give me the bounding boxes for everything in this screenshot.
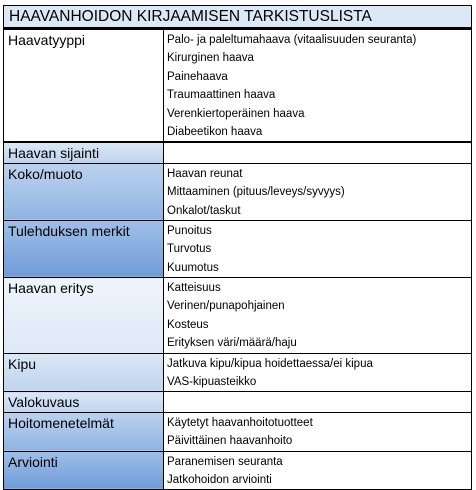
list-item: Jatkohoidon arviointi — [167, 473, 272, 486]
category-items — [164, 451, 472, 490]
category-label: Haavatyyppi — [4, 30, 164, 143]
list-item: Mittaaminen (pituus/leveys/syvyys) — [167, 186, 345, 199]
category-label: Arviointi — [4, 451, 164, 490]
table-row — [4, 392, 472, 412]
category-label: Haavan sijainti — [4, 142, 164, 163]
table-row — [4, 30, 472, 143]
list-item: VAS-kipuasteikko — [167, 376, 257, 389]
list-item: Verenkiertoperäinen haava — [167, 107, 305, 120]
list-item: Painehaava — [167, 70, 228, 83]
list-item — [167, 393, 471, 411]
table-row — [4, 163, 472, 220]
list-item: Verinen/punapohjainen — [167, 300, 285, 313]
category-label: Hoitomenetelmät — [4, 412, 164, 451]
category-items — [164, 142, 472, 163]
category-items — [164, 412, 472, 451]
checklist-table — [3, 29, 472, 490]
checklist — [3, 5, 472, 490]
category-label: Koko/muoto — [4, 163, 164, 220]
list-item: Kosteus — [167, 318, 209, 331]
category-label: Haavan eritys — [4, 278, 164, 354]
list-item: Punoitus — [167, 224, 212, 237]
table-row — [4, 451, 472, 490]
table-row — [4, 278, 472, 354]
list-item: Katteisuus — [167, 282, 221, 295]
list-item: Kirurginen haava — [167, 52, 254, 65]
table-row — [4, 353, 472, 392]
list-item: Käytetyt haavanhoitotuotteet — [167, 416, 313, 429]
list-item — [167, 144, 471, 162]
list-item: Erityksen väri/määrä/haju — [167, 337, 297, 350]
list-item: Haavan reunat — [167, 167, 243, 180]
checklist-title: HAAVANHOIDON KIRJAAMISEN TARKISTUSLISTA — [3, 5, 472, 29]
category-label: Tulehduksen merkit — [4, 220, 164, 277]
category-items — [164, 278, 472, 354]
list-item: Paranemisen seuranta — [167, 455, 283, 468]
table-row — [4, 220, 472, 277]
category-items — [164, 353, 472, 392]
category-items — [164, 163, 472, 220]
category-label: Valokuvaus — [4, 392, 164, 412]
list-item: Turvotus — [167, 243, 212, 256]
list-item: Palo- ja paleltumahaava (vitaalisuuden seuranta) — [167, 34, 417, 46]
category-label: Kipu — [4, 353, 164, 392]
category-items — [164, 392, 472, 412]
table-row — [4, 142, 472, 163]
list-item: Traumaattinen haava — [167, 89, 276, 102]
list-item: Jatkuva kipu/kipua hoidettaessa/ei kipua — [167, 357, 373, 370]
table-row — [4, 412, 472, 451]
list-item: Päivittäinen haavanhoito — [167, 435, 293, 448]
category-items — [164, 220, 472, 277]
category-items — [164, 30, 472, 143]
list-item: Kuumotus — [167, 261, 219, 274]
list-item: Diabeetikon haava — [167, 125, 263, 138]
list-item: Onkalot/taskut — [167, 204, 241, 217]
